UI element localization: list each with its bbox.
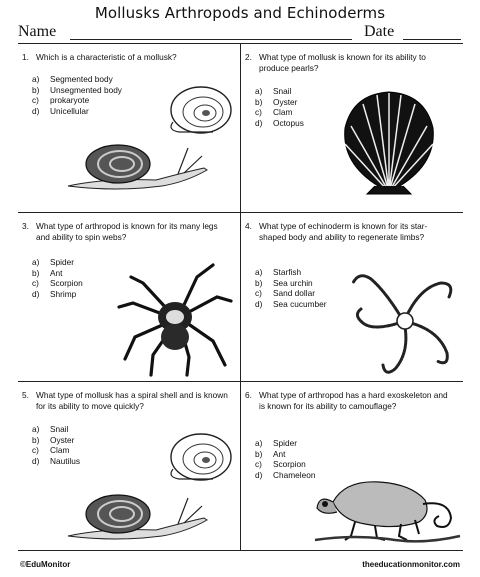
snail-icon (66, 492, 211, 542)
answer-option[interactable]: d) Unicellular (32, 105, 89, 116)
answer-options (255, 86, 304, 128)
name-blank-line[interactable] (70, 39, 352, 40)
question-2 (241, 44, 463, 212)
answer-options (32, 74, 122, 116)
question-text: What type of arthropod is known for its many legs and ability to spin webs? (36, 221, 218, 242)
answer-options (32, 257, 83, 299)
worksheet-title: Mollusks Arthropods and Echinoderms (94, 4, 386, 22)
name-date-row (18, 23, 463, 43)
question-text: What type of mollusk has a spiral shell and is known for its ability to move quickly? (36, 390, 228, 411)
question-number: 1. (22, 52, 29, 62)
question-text: What type of arthropod has a hard exoskeleton and is known for its ability to camouflage? (259, 390, 448, 411)
answer-option[interactable]: b) Sea urchin (255, 277, 313, 288)
answer-option[interactable]: c) Scorpion (32, 278, 83, 288)
tarantula-icon (113, 257, 233, 377)
answer-option[interactable]: c) Clam (255, 107, 293, 117)
answer-options (32, 424, 80, 466)
question-number: 3. (22, 221, 29, 231)
answer-option[interactable]: c) Sand dollar (255, 288, 315, 298)
question-4 (241, 213, 463, 381)
question-5 (18, 382, 240, 550)
answer-option[interactable]: d) Chameleon (255, 469, 316, 480)
question-grid (18, 43, 463, 551)
answer-option[interactable]: c) Scorpion (255, 459, 306, 469)
answer-option[interactable]: b) Oyster (32, 434, 75, 445)
question-number: 2. (245, 52, 252, 62)
answer-option[interactable]: a) Spider (32, 257, 74, 267)
question-number: 6. (245, 390, 252, 400)
answer-options (255, 267, 327, 309)
answer-option[interactable]: a) Starfish (255, 267, 302, 277)
answer-option[interactable]: d) Octopus (255, 117, 304, 128)
question-3 (18, 213, 240, 381)
snail-icon (66, 142, 211, 192)
question-number: 4. (245, 221, 252, 231)
answer-option[interactable]: a) Snail (32, 424, 69, 434)
name-label: Name (18, 23, 57, 40)
snail-shell-icon (163, 427, 233, 481)
question-number: 5. (22, 390, 29, 400)
question-1 (18, 44, 240, 212)
question-6 (241, 382, 463, 550)
answer-option[interactable]: b) Ant (255, 448, 286, 459)
question-text: What type of mollusk is known for its ability to produce pearls? (259, 52, 426, 73)
question-text: What type of echinoderm is known for its star-shaped body and ability to regenerate limbs? (259, 221, 428, 242)
answer-option[interactable]: a) Spider (255, 438, 297, 448)
answer-option[interactable]: c) Clam (32, 445, 70, 455)
answer-option[interactable]: b) Oyster (255, 96, 298, 107)
date-label: Date (364, 23, 395, 40)
question-text: Which is a characteristic of a mollusk? (36, 52, 177, 62)
answer-options (255, 438, 315, 480)
scallop-shell-icon (339, 88, 439, 196)
answer-option[interactable]: b) Unsegmented body (32, 84, 122, 95)
answer-option[interactable]: a) Segmented body (32, 74, 113, 84)
chameleon-icon (315, 464, 460, 544)
brittle-star-icon (349, 261, 461, 379)
answer-option[interactable]: d) Sea cucumber (255, 298, 327, 309)
answer-option[interactable]: d) Nautilus (32, 455, 80, 466)
answer-option[interactable]: b) Ant (32, 267, 63, 278)
footer-brand: ©EduMonitor (20, 560, 71, 569)
snail-shell-icon (163, 80, 233, 134)
answer-option[interactable]: d) Shrimp (32, 288, 77, 299)
footer-website[interactable]: theeducationmonitor.com (362, 560, 460, 569)
answer-option[interactable]: c) prokaryote (32, 95, 90, 105)
date-blank-line[interactable] (403, 39, 461, 40)
answer-option[interactable]: a) Snail (255, 86, 292, 96)
